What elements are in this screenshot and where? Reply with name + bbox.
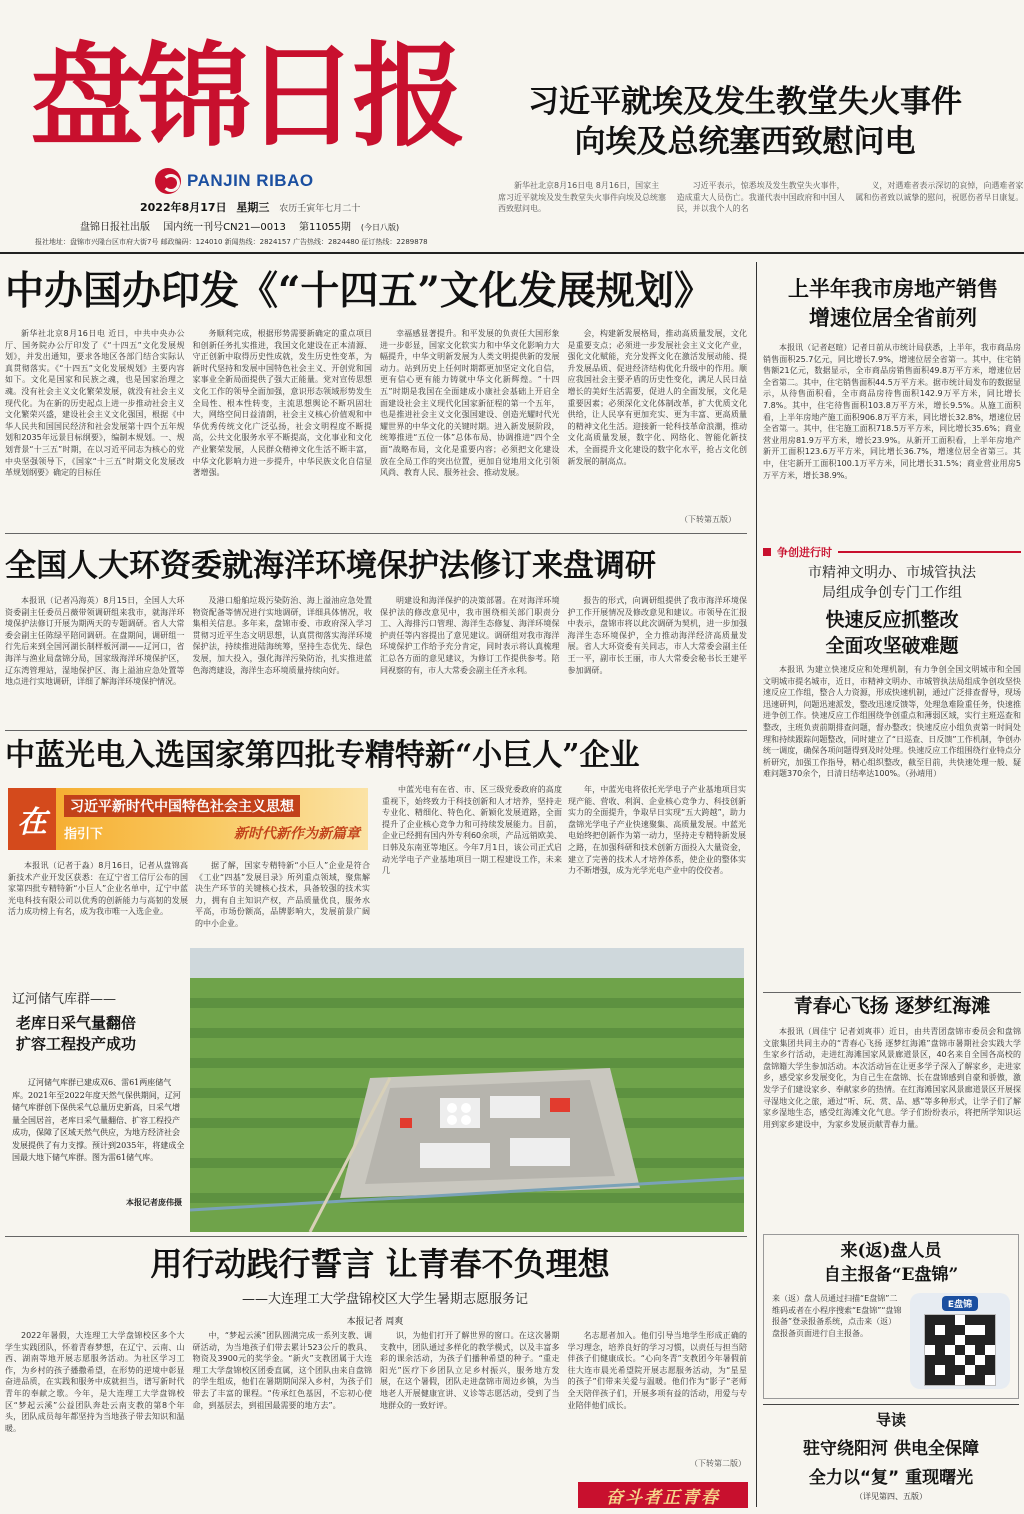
address-line: 报社地址：盘锦市兴隆台区市府大街7号 邮政编码：124010 新闻热线：2824157 广告热线：2824480 征订热线：2289878 [35, 238, 428, 246]
realestate-headline-line2: 增速位居全省前列 [809, 305, 977, 330]
little-giant-col3: 中蓝光电有在省、市、区三级党委政府的高度重视下，始终致力于科技创新和人才培养，坚持走专业化、精细化、特色化、新颖化发展道路，全面提升了企业核心竞争力和可持续发展能力。目前，企业已经拥有国内外专利60余项，产品远销欧美、日韩及东南亚等地区。今年7月1日，该公司正式启动光学电子产业基地项目一期工程建设工作，未来几 [382, 785, 562, 876]
sidebar-realestate[interactable] [763, 274, 1023, 332]
photo-caption: 辽河储气库群已建成双6、雷61两座储气库。2021年至2022年度天然气保供期间，辽河储气库群创下保供采气总量历史新高，日采气增量全国居首，老库日采气量翻倍、扩容工程投产成功，保障了区域天然气供应，为地方经济社会发展提供了有力支撑。预计到2035年，将建成全国最大地下储气库群。图为雷61储气库。 [12, 1078, 185, 1162]
campaign-headline-line2: 全面攻坚破难题 [825, 635, 959, 657]
article-column: 报告的形式，向调研组提供了我市海洋环境保护工作开展情况及修改意见和建议。市领导在汇报中表示，盘锦市将以此次调研为契机，进一步加强海洋生态环境保护，全力推动海洋经济高质量发展。省人大环资委有关同志，市人大常委会副主任王一平，副市长王丽，市人大常委会秘书长王建平参加调研。 [567, 596, 747, 675]
top-headline-line2: 向埃及总统塞西致慰问电 [574, 124, 916, 160]
section-divider [5, 1236, 747, 1237]
campaign-kicker [763, 563, 1021, 603]
promo-body: 来（返）盘人员通过扫描“E盘锦”二维码或者在小程序搜索“E盘锦”“盘锦报备”登录报备系统，点击来（返）盘报备页面进行自主报备。 [772, 1294, 902, 1338]
article-column: 新华社北京8月16日电 近日，中共中央办公厅、国务院办公厅印发了《“十四五”文化发展规划》，并发出通知，要求各地区各部门结合实际认真贯彻落实。《“十四五”文化发展规划》主要内容如下。文化是国家和民族之魂，也是国家治理之魂。没有社会主义文化繁荣发展，就没有社会主义现代化。为在新的历史起点上进一步推动社会主义文化繁荣兴盛，建设社会主义文化强国，根据《中华人民共和国国民经济和社会发展第十四个五年规划和2035年远景目标纲要》，编制本规划。一、规划背景“十三五”时期，在以习近平同志为核心的党中央坚强领导下，《国家“十三五”时期文化发展改革规划纲要》确定的目标任 [5, 329, 185, 478]
lunar-date: 农历壬寅年七月二十 [279, 204, 361, 214]
promo-title-line1: 来(返)盘人员 [840, 1241, 942, 1261]
top-story-body [498, 180, 1024, 238]
square-bullet-icon [763, 548, 771, 556]
headline-little-giant[interactable]: 中蓝光电入选国家第四批专精特新“小巨人”企业 [5, 738, 640, 773]
newspaper-emblem-icon [155, 168, 181, 194]
sidebar-divider [756, 262, 757, 1507]
headline-youth-volunteer[interactable]: 用行动践行誓言 让青春不负理想 [150, 1245, 610, 1283]
photo-caption-box [8, 978, 190, 1222]
campaign-kicker-line1: 市精神文明办、市城管执法 [808, 565, 976, 581]
top-headline-line1: 习近平就埃及发生教堂失火事件 [528, 84, 962, 120]
photo-title-line1: 老库日采气量翻倍 [16, 1014, 137, 1032]
guide-box [763, 1404, 1019, 1510]
campaign-headline-line1: 快速反应抓整改 [825, 609, 959, 631]
column-banner-line1: 习近平新时代中国特色社会主义思想 [64, 795, 300, 817]
little-giant-col4: 年，中蓝光电将依托光学电子产业基地项目实现产能、营收、利润、企业核心竞争力、科技创新实力的全面提升，争取早日实现“五大跨越”，助力盘锦光学电子产业快速聚集、高质量发展。中蓝光电始终把创新作为第一动力，坚持走专精特新发展之路，在加强科研和技术创新方面投入大量资金，建立了完善的技术人才培养体系，使企业的整体实力不断增强，成为光学光电产业中的佼佼者。 [568, 785, 746, 876]
section-divider [5, 730, 747, 731]
culture-plan-body [5, 328, 747, 526]
publication-line [80, 218, 409, 233]
realestate-body: 本报讯（记者赵暄）记者日前从市统计局获悉，上半年，我市商品房销售面积25.7亿元，同比增长7.9%，增速位居全省第一。其中，住宅销售额21亿元，数据显示，全市商品房销售面积49.8万平方米，增速位居全省第二。其中，住宅销售面积44.5万平方米。据市统计局发布的数据显示，从待售面积看，全市商品房待售面积142.9万平方米，同比增长7.8%。其中，住宅待售面积103.8万平方米，增长9.5%。从施工面积看，上半年房地产施工面积906.8万平方米，同比增长32.8%，增速位居全省第一。其中，住宅施工面积718.5万平方米，同比增长35.6%；商业营业用房81.9万平方米，增长23.9%。从新开工面积看，上半年房地产新开工面积123.6万平方米，同比增长36.7%，增速位居全省第三。其中，住宅新开工面积100.1万平方米，同比增长31.5%；商业营业用房5万平方米，增长38.9%。 [763, 343, 1021, 480]
masthead-divider [0, 252, 1024, 254]
article-column: 会，构建新发展格局，推动高质量发展，文化是重要支点；必须进一步发展社会主义文化产业，强化文化赋能，充分发挥文化在激活发展动能、提升发展品质、促进经济结构优化升级中的作用。顺应我国社会主要矛盾的历史性变化，满足人民日益增长的美好生活需要，促进人的全面发展，文化是重要因素；必须深化文化体制改革，扩大优质文化供给，让人民享有更加充实、更为丰富、更高质量的精神文化生活。迎接新一轮科技革命浪潮，推动文化高质量发展，数字化、网络化、智能化新技术，全面提升文化建设的数字化水平，抢占文化创新发展的制高点。 [567, 329, 747, 466]
qr-code-icon[interactable] [924, 1314, 996, 1386]
ocean-law-body [5, 595, 747, 727]
guide-title: 导读 [875, 1411, 906, 1429]
photo-kicker: 辽河储气库群—— [12, 992, 117, 1007]
sidebar-campaign[interactable] [763, 607, 1021, 659]
article-column: 名志愿者加入。他们引导当地学生形成正确的学习理念，培养良好的学习习惯，以责任与担当陪伴孩子们健康成长。“心向冬青”支教团今年暑假前往大连市晨光希望院开展志愿服务活动，为“星星的孩子”们带来关爱与温暖。他们作为“影子”老师全天陪伴孩子们，开展多项有益的活动，用爱与专业陪伴他们成长。 [567, 1331, 747, 1410]
headline-culture-plan[interactable]: 中办国办印发《“十四五”文化发展规划》 [5, 268, 713, 314]
article-column: 及港口船舶垃圾污染防治、海上溢油应急处置物资配备等情况进行实地调研，详细具体情况，收集相关信息。多年来，盘锦市委、市政府深入学习贯彻习近平生态文明思想，认真贯彻落实海洋环境保护法，持续推进陆海统筹，坚持生态优先、绿色发展，加大投入，强化海洋污染防治，扎实推进蓝色海湾建设，海洋生态环境质量持续向好。 [192, 596, 372, 675]
issue-weekday: 星期三 [236, 201, 270, 214]
top-headline[interactable] [470, 82, 1020, 162]
section-tag-label: 争创进行时 [777, 546, 832, 559]
column-banner-line2: 指引下 [64, 827, 104, 842]
guide-item-2[interactable]: 全力以“复” 重现曙光 [808, 1468, 974, 1488]
top-story-col: 新华社北京8月16日电 8月16日，国家主席习近平就埃及发生教堂失火事件向埃及总统塞西致慰问电。 [498, 181, 666, 213]
article-column: 2022年暑假，大连理工大学盘锦校区多个大学生实践团队，怀着青春梦想，在辽宁、云南、山西、湖南等地开展志愿服务活动。为社区学习工作，为乡村的孩子播撒希望，在形势的逆境中彰显奋进品质，在实践和服务中成就担当，谱写新时代青年的奉献之歌。今年，是大连理工大学盘锦校区“梦起云溪”公益团队奔赴云南支教的第8个年头，团队成员每年都坚持为当地孩子带去知识和温暖。 [5, 1331, 185, 1433]
qr-label: E盘锦 [942, 1296, 978, 1311]
guide-item-1[interactable]: 驻守绕阳河 供电全保障 [803, 1439, 979, 1459]
section-divider [5, 533, 747, 534]
masthead-calligraphy [30, 10, 470, 170]
little-giant-col2: 据了解，国家专精特新“小巨人”企业是符合《工业“四基”发展目录》所列重点领域，聚焦解决生产环节的关键核心技术，具备较强的技术实力，拥有自主知识产权，产品质量优良，服务水平高，市场份额高，品牌影响大，发展前景广阔的中小企业。 [195, 861, 370, 928]
promo-box[interactable] [763, 1234, 1019, 1399]
campaign-body: 本报讯 为建立快速反应和处理机制，有力争创全国文明城市和全国文明城市提名城市，近日，市精神文明办、市城管执法局组成争创攻坚快速反应工作组，整合人力资源，形成快速机制，通过广泛排查督导，现场迅速研判，问题迅速派发，整改迅速反馈等，处理急难险重任务，快速推进争创工作。快速反应工作组围绕争创重点和薄弱区域，实行主班巡查和整改，主班负责前期排查问题，督办整改；快速反应小组负责第一时间处理和持续跟踪问题整改，同时建立了“日巡查、日反馈”工作机制，争创办统一调度，确保各项问题得到及时处理。快速反应工作组围绕行业特点分析研究，加强工作指导，精心组织整改，截至目前，共快速处理一般、疑难问题370余个，日清日结率达100%。（孙靖用） [763, 665, 1021, 779]
realestate-headline-line1: 上半年我市房地产销售 [788, 276, 998, 301]
youth-byline: 本报记者 周爽 [346, 1317, 404, 1327]
youth-red-beach-headline[interactable]: 青春心飞扬 逐梦红海滩 [793, 995, 991, 1017]
page-count: (今日八版) [360, 223, 400, 232]
continued-note[interactable]: （下转第五版） [680, 515, 736, 524]
footer-slogan: 奋斗者正青春 [578, 1482, 748, 1508]
section-tag-campaign [763, 544, 1021, 560]
youth-red-beach-body: 本报讯（周佳宁 记者刘爽菲）近日，由共青团盘锦市委员会和盘锦文旅集团共同主办的“青春心飞扬 逐梦红海滩”盘锦市暑期社会实践大学生家乡行活动，走进红海滩国家风景廊道景区，40名来自全国各高校的盘锦籍大学生参加活动。本次活动旨在让更多学子深入了解家乡，走进家乡，感受家乡发展变化，为自己生在盘锦、长在盘锦感到自豪和骄傲，激发学子们建设家乡、奉献家乡的热情。在红海滩国家风景廊道景区开展探寻湿地文化之旅，通过“听、玩、赏、品、感”等多种形式，让学子们了解家乡湿地生态，感受红海滩文化气息。学子们纷纷表示，将把所学知识运用到家乡建设中，为家乡发展贡献青春力量。 [763, 1027, 1021, 1129]
article-column: 识，为他们打开了解世界的窗口。在这次暑期支教中，团队通过多样化的教学模式，以及丰富多彩的课余活动，为孩子们播种希望的种子。“重走阳光”医疗下乡团队立足乡村振兴，服务地方发展，在这个暑假，团队走进盘锦市周边乡镇，为当地老人开展健康宣讲、义诊等志愿活动，受到了当地群众的一致好评。 [380, 1331, 560, 1410]
little-giant-col1: 本报讯（记者于淼）8月16日，记者从盘锦高新技术产业开发区获悉：在辽宁省工信厅公布的国家第四批专精特新“小巨人”企业名单中，辽宁中蓝光电科技有限公司以优秀的创新能力与高韧的发展活力成功榜上有名，成为我市唯一入选企业。 [8, 861, 188, 917]
guide-rule [763, 1404, 1019, 1405]
photo-credit: 本报记者庞伟摄 [126, 1198, 182, 1207]
article-column: 本报讯（记者冯海英）8月15日，全国人大环资委副主任委员吕薇带领调研组来我市，就海洋环境保护法修订开展为期两天的专题调研。省人大常委会副主任陈绿平陪同调研。在盘期间，调研组一行先后来到全国河湖长制样板河湖——辽河口，省海洋与渔业局盘锦分局，国家级海洋环境保护区，辽东湾管理站，湿地保护区、海上溢油应急处置等地点进行实地调研，详细了解海洋环境保护情况。 [5, 596, 185, 687]
date-line [140, 199, 366, 215]
section-tag-rule [838, 551, 1021, 553]
photo-title-line2: 扩容工程投产成功 [16, 1035, 137, 1053]
headline-ocean-law[interactable]: 全国人大环资委就海洋环境保护法修订来盘调研 [5, 548, 656, 584]
promo-title-line2: 自主报备“E盘锦” [823, 1265, 959, 1285]
continued-note[interactable]: （下转第二版） [690, 1459, 746, 1468]
gas-storage-photo [190, 948, 744, 1232]
column-banner-slogan: 新时代新作为新篇章 [234, 826, 360, 842]
publisher: 盘锦日报社出版 [80, 222, 150, 233]
campaign-kicker-line2: 局组成争创专门工作组 [822, 585, 962, 601]
youth-subheadline: ——大连理工大学盘锦校区大学生暑期志愿服务记 [241, 1292, 528, 1307]
article-column: 明建设和海洋保护的决策部署。在对海洋环境保护法的修改意见中，我市围绕相关部门职责分工、入海排污口管理、海洋生态修复、海洋环境保护责任等内容提出了意见建议。调研组对我市海洋环境保护工作给予充分肯定，同时表示将认真梳理汇总各方面的意见建议，为修订工作提供参考。陪同视察的有，市人大常委会副主任齐永利。 [380, 596, 560, 675]
aerial-photo-illustration [190, 948, 744, 1232]
issue-number: 第11055期 [299, 222, 351, 233]
qr-card[interactable] [910, 1293, 1010, 1389]
column-banner-marker: 在 [8, 788, 56, 850]
masthead-name: 盘锦日报 [30, 31, 464, 162]
article-column: 务顺利完成，根据形势需要新确定的重点项目和创新任务扎实推进，我国文化建设在正本清源、守正创新中取得历史性成就，发生历史性变革，为新时代坚持和发展中国特色社会主义、开创党和国家事业全新局面提供了强大正能量。党对宣传思想文化工作的领导全面加强，意识形态领域形势发生全局性、根本性转变，主流思想舆论不断巩固壮大，网络空间日益清朗，社会主义核心价值观和中华优秀传统文化广泛弘扬，社会文明程度不断提高，公共文化服务水平不断提高，文化事业和文化产业繁荣发展，人民群众精神文化生活不断丰富，中华文化影响力进一步提升，中华民族文化自信显著增强。 [192, 329, 372, 478]
issn: 国内统一刊号CN21—0013 [163, 222, 286, 233]
masthead-title [30, 10, 470, 170]
masthead-english-name: PANJIN RIBAO [187, 171, 314, 190]
top-story-col: 义，对遇难者表示深切的哀悼，向遇难者家属和伤者致以诚挚的慰问，祝愿伤者早日康复。 [855, 181, 1024, 202]
column-banner [8, 788, 368, 850]
guide-ref: （详见第四、五版） [855, 1492, 927, 1501]
article-column: 幸福感显著提升。和平发展的负责任大国形象进一步彰显，国家文化软实力和中华文化影响力大幅提升，中华文明新发展为人类文明提供新的发展动力。站到历史上任何时期都更加坚定文化自信，更有信心更有能力铸就中华文化新辉煌。“十四五”时期是我国在全面建成小康社会基础上开启全面建设社会主义现代化国家新征程的第一个五年，也是推进社会主义文化强国建设、创造光耀时代光耀世界的中华文化的关键时期。进入新发展阶段，统筹推进“五位一体”总体布局、协调推进“四个全面”战略布局，文化是重要内容；必须把文化建设放在全局工作的突出位置，更加自觉地用文化引领风尚、教育人民、服务社会、推动发展。 [380, 329, 560, 478]
article-column: 中，“梦起云溪”团队圆满完成一系列支教、调研活动，为当地孩子们带去累计523公斤的教具、物资及3900元的奖学金。“新火”支教团属于大连理工大学盘锦校区团委直属，这个团队由来自盘锦的学生组成，他们在暑期期间深入乡村，为孩子们带去了丰富的课程。“传承红色基因，不忘初心使命，到基层去，到祖国最需要的地方去”。 [192, 1331, 372, 1410]
top-story-col: 习近平表示，惊悉埃及发生教堂失火事件，造成重大人员伤亡。我谨代表中国政府和中国人民，并以我个人的名 [676, 181, 845, 213]
masthead-logo [155, 166, 435, 196]
issue-date: 2022年8月17日 [140, 201, 227, 214]
